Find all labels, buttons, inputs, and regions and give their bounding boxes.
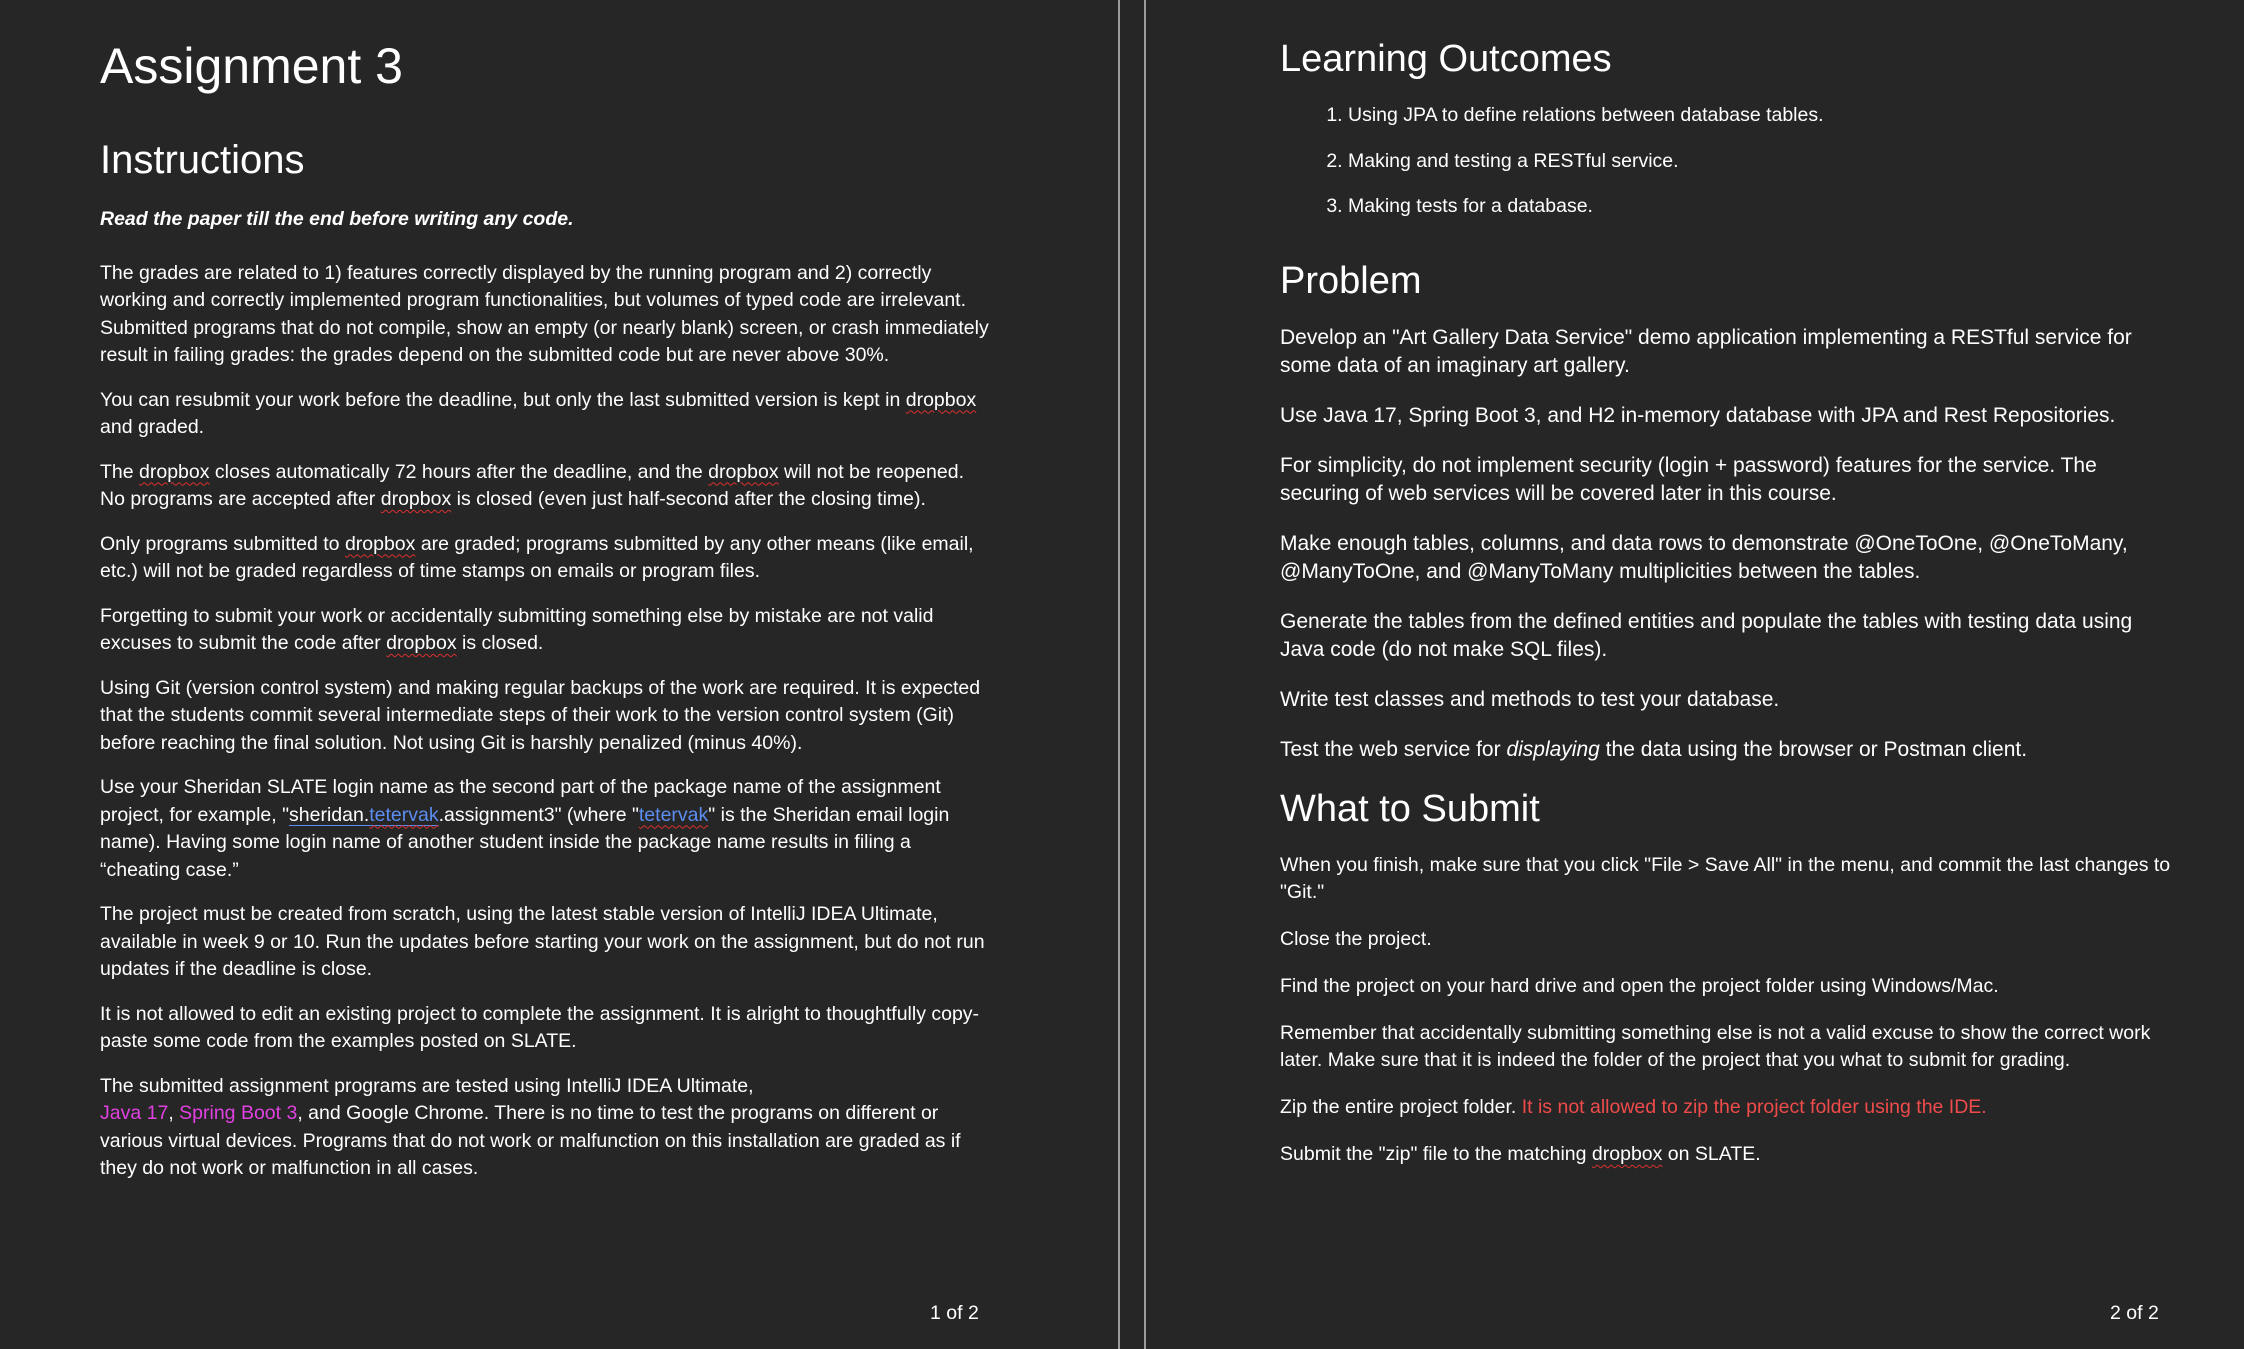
paragraph-only-dropbox — [100, 531, 990, 586]
spellcheck-word: dropbox — [905, 388, 977, 411]
java-version: Java 17 — [100, 1102, 169, 1124]
submit-paragraph: Find the project on your hard drive and open the project folder using Windows/Mac. — [1280, 975, 1999, 997]
package-link-login: tetervak — [369, 803, 439, 826]
text: Forgetting to submit your work or accidentally submitting something else by mistake are not valid excuses to submit the code after — [100, 604, 934, 654]
text: are graded; programs submitted by any other means (like email, etc.) will not be graded regardless of time stamps on emails or program files. — [100, 532, 974, 582]
text: " is the Sheridan email login name). Having some login name of another student inside the package name results in filing a “cheating case.” — [100, 803, 950, 881]
submit-paragraph — [1280, 1094, 2180, 1121]
outcomes-list — [1280, 102, 2244, 220]
document-title: Assignment 3 — [100, 38, 403, 94]
package-link[interactable] — [289, 804, 439, 826]
text: is closed. — [456, 632, 544, 654]
text: Submit the "zip" file to the matching — [1280, 1143, 1592, 1165]
text: Only programs submitted to — [100, 532, 345, 555]
spellcheck-word: dropbox — [1591, 1143, 1663, 1165]
problem-paragraph: Write test classes and methods to test your database. — [1280, 688, 1780, 711]
text: The submitted assignment programs are tested using IntelliJ IDEA Ultimate, — [100, 1074, 754, 1097]
submit-paragraph: Close the project. — [1280, 928, 1432, 950]
text: will not be reopened. No programs are accepted after — [100, 460, 964, 510]
spellcheck-word: dropbox — [139, 460, 210, 483]
spellcheck-word: dropbox — [386, 632, 457, 654]
problem-paragraph: Develop an "Art Gallery Data Service" demo application implementing a RESTful service for some data of an imaginary art gallery. — [1280, 326, 2132, 377]
text: is closed (even just half-second after the closing time). — [451, 488, 926, 510]
heading-what-to-submit: What to Submit — [1280, 788, 1540, 830]
page-divider-left — [1118, 0, 1120, 1349]
paragraph-dropbox-closes — [100, 459, 990, 514]
page-number-1: 1 of 2 — [930, 1302, 979, 1324]
text: .assignment3 — [438, 803, 555, 826]
heading-problem: Problem — [1280, 260, 1422, 302]
paragraph-git: Using Git (version control system) and making regular backups of the work are required. It is expected that the students commit several intermediate steps of their work to the version control system (Git) before reaching the final solution. Not using Git is harshly penalized (minus 40%). — [100, 676, 981, 754]
problem-paragraph: Use Java 17, Spring Boot 3, and H2 in-memory database with JPA and Rest Repositories. — [1280, 404, 2116, 427]
text: , — [168, 1102, 180, 1124]
text: Test the web service for — [1280, 738, 1507, 761]
spring-boot-version: Spring Boot 3 — [179, 1102, 298, 1124]
page-2 — [1146, 0, 2244, 1349]
paragraph-edit: It is not allowed to edit an existing project to complete the assignment. It is alright to thoughtfully copy-paste some code from the examples posted on SLATE. — [100, 1002, 980, 1052]
text: on SLATE. — [1662, 1143, 1761, 1165]
lead-paragraph: Read the paper till the end before writing any code. — [100, 208, 574, 230]
outcome-item: 3. Making tests for a database. — [1348, 193, 2244, 220]
page-gap — [1120, 0, 1144, 1349]
emphasis: displaying — [1506, 738, 1600, 761]
spellcheck-word: dropbox — [380, 488, 452, 510]
outcome-item: 1. Using JPA to define relations between database tables. — [1348, 102, 2244, 129]
text: " (where " — [554, 803, 639, 826]
package-link-part: sheridan. — [289, 803, 370, 826]
spellcheck-word: dropbox — [344, 532, 416, 555]
text: the data using the browser or Postman client. — [1599, 738, 2028, 761]
login-link[interactable]: tetervak — [638, 803, 709, 826]
spellcheck-word: dropbox — [708, 460, 779, 483]
submit-paragraph: Remember that accidentally submitting something else is not a valid excuse to show the correct work later. Make sure that it is indeed the folder of the project that you what to submit for grading. — [1280, 1022, 2151, 1071]
warning-text: It is not allowed to zip the project folder using the IDE. — [1521, 1096, 1987, 1118]
text: The — [100, 460, 140, 483]
text: closes automatically 72 hours after the deadline, and the — [209, 460, 709, 483]
text: and graded. — [100, 416, 205, 438]
paragraph-grades: The grades are related to 1) features correctly displayed by the running program and 2) correctly working and correctly implemented program functionalities, but volumes of typed code are irrelevant. Submitted programs that do not compile, show an empty (or nearly blank) screen, or crash immediately result in failing grades: the grades depend on the submitted code but are never above 30%. — [100, 261, 989, 366]
text: Use your Sheridan SLATE login name as the second part of the package name of the assignment project, for example, " — [100, 776, 941, 826]
submit-paragraph — [1280, 1141, 2180, 1168]
problem-paragraph: Make enough tables, columns, and data rows to demonstrate @OneToOne, @OneToMany, @ManyToOne, and @ManyToMany multiplicities between the tables. — [1280, 532, 2128, 583]
paragraph-forgetting — [100, 603, 990, 658]
page-number-2: 2 of 2 — [2110, 1302, 2159, 1324]
text: , and Google Chrome. There is no time to test the programs on different or various virtual devices. Programs that do not work or malfunction on this installation are graded as if they do not work or malfunction in all cases. — [100, 1102, 961, 1179]
page-1 — [0, 0, 1118, 1349]
paragraph-scratch: The project must be created from scratch, using the latest stable version of IntelliJ IDEA Ultimate, available in week 9 or 10. Run the updates before starting your work on the assignment, but do not run updates if the deadline is close. — [100, 903, 985, 980]
problem-paragraph — [1280, 736, 2180, 764]
outcome-item: 2. Making and testing a RESTful service. — [1348, 148, 2244, 175]
paragraph-tested — [100, 1073, 990, 1183]
text: Zip the entire project folder. — [1280, 1096, 1522, 1118]
problem-paragraph: Generate the tables from the defined entities and populate the tables with testing data using Java code (do not make SQL files). — [1280, 610, 2133, 661]
heading-instructions: Instructions — [100, 138, 305, 182]
paragraph-resubmit — [100, 387, 990, 442]
text: You can resubmit your work before the deadline, but only the last submitted version is kept in — [100, 388, 906, 411]
problem-paragraph: For simplicity, do not implement security (login + password) features for the service. The securing of web services will be covered later in this course. — [1280, 454, 2097, 505]
heading-learning-outcomes: Learning Outcomes — [1280, 38, 1612, 80]
paragraph-login — [100, 774, 990, 884]
submit-paragraph: When you finish, make sure that you click "File > Save All" in the menu, and commit the last changes to "Git." — [1280, 854, 2171, 903]
